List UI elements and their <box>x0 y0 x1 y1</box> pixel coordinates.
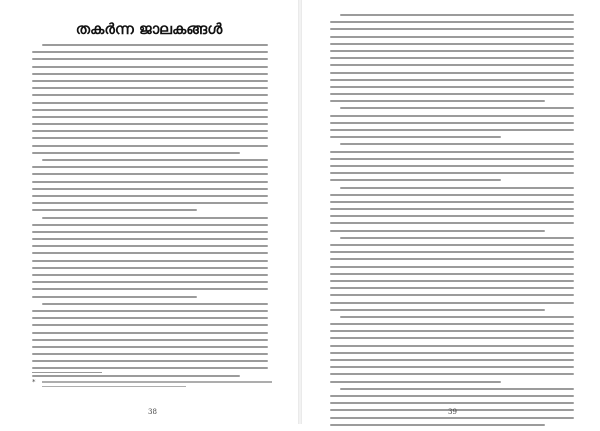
right-page <box>302 0 600 424</box>
footnote <box>32 378 272 390</box>
page-number-left: 38 <box>148 408 157 416</box>
left-page <box>0 0 298 424</box>
footnote-rule <box>32 372 102 373</box>
body-text-left <box>32 44 268 382</box>
page-number-right: 39 <box>448 408 457 416</box>
body-text-right <box>330 14 574 431</box>
footnote-marker: * <box>32 378 36 386</box>
chapter-title: തകർന്ന ജാലകങ്ങൾ <box>75 20 223 38</box>
